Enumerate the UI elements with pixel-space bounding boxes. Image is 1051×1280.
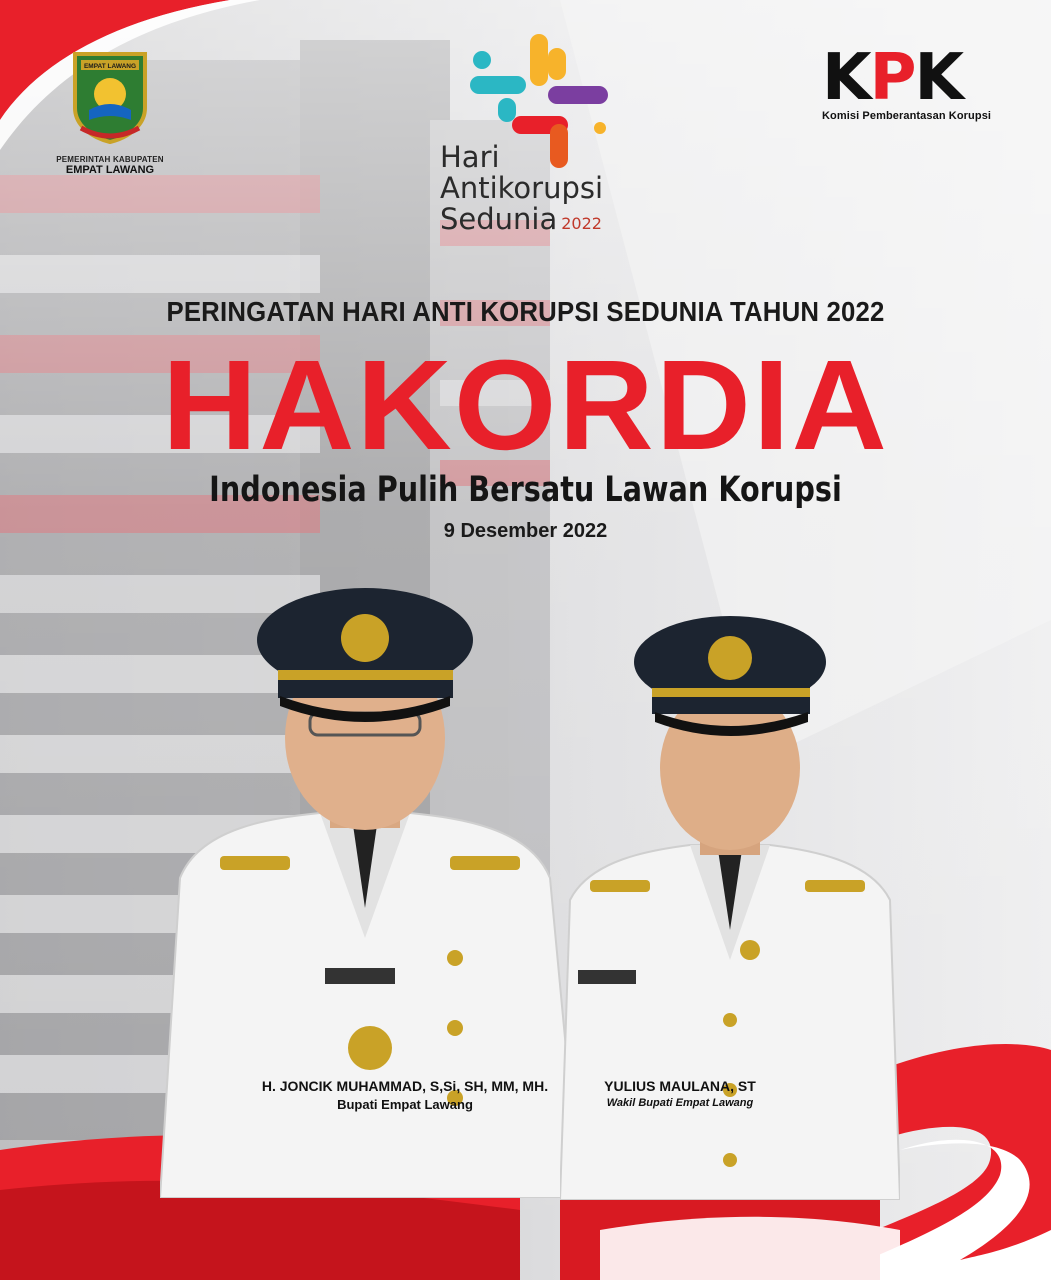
event-line1: Hari [440, 140, 500, 174]
emblem-text: EMPAT LAWANG [83, 63, 137, 70]
official-photo-right [560, 600, 900, 1200]
tagline: Indonesia Pulih Bersatu Lawan Korupsi [209, 470, 842, 510]
kpk-letter-p: P [869, 41, 915, 115]
kpk-letter-k2: K [914, 41, 963, 115]
event-date: 9 Desember 2022 [443, 520, 608, 542]
person-right-role: Wakil Bupati Empat Lawang [606, 1097, 754, 1109]
logo-caption-big: EMPAT LAWANG [65, 164, 155, 176]
person-left-name: H. JONCIK MUHAMMAD, S,Si, SH, MM, MH. [261, 1078, 549, 1094]
person-left-caption [235, 1078, 575, 1112]
person-left-role: Bupati Empat Lawang [337, 1097, 473, 1112]
event-line3: Sedunia [440, 202, 558, 236]
kpk-wordmark [822, 41, 1012, 115]
event-line2: Antikorupsi [440, 171, 604, 205]
person-right-name: YULIUS MAULANA, ST [604, 1078, 756, 1094]
regency-shield-icon [67, 50, 153, 144]
main-title: HAKORDIA [162, 334, 889, 477]
event-line3-wrap [440, 204, 603, 239]
empat-lawang-logo [55, 50, 165, 176]
headline: PERINGATAN HARI ANTI KORUPSI SEDUNIA TAHUN 2022 [166, 296, 885, 327]
logo-caption-small: PEMERINTAH KABUPATEN [56, 155, 164, 164]
event-year: 2022 [561, 214, 602, 233]
kpk-subtitle: Komisi Pemberantasan Korupsi [822, 110, 992, 122]
person-right-caption [590, 1078, 770, 1109]
hari-antikorupsi-text [440, 142, 603, 239]
kpk-letter-k1: K [822, 41, 870, 115]
kpk-logo [822, 41, 1012, 122]
